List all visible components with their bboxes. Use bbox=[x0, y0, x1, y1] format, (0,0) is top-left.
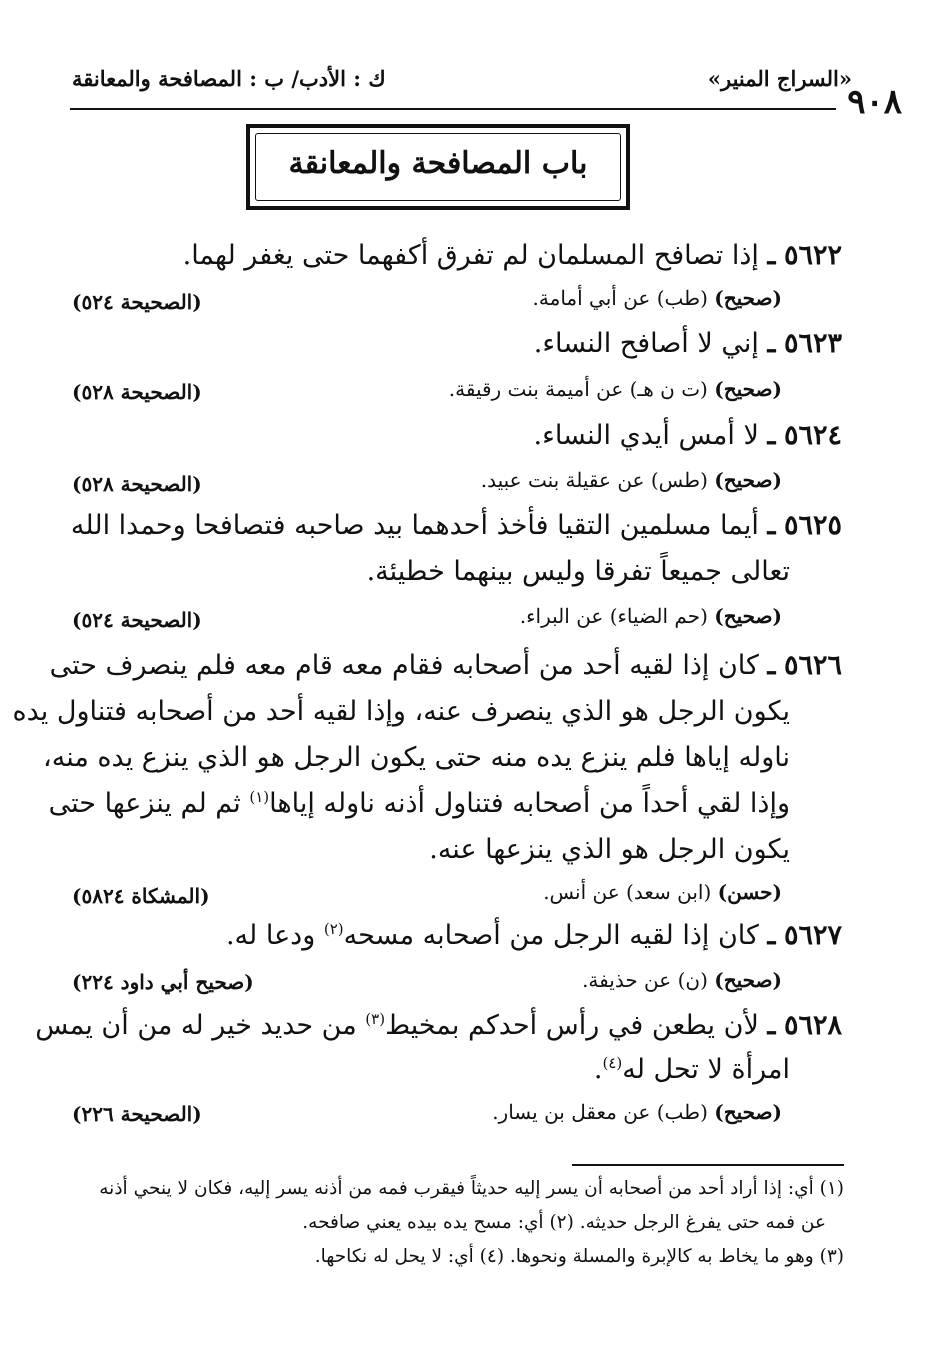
chapter-title-box bbox=[246, 124, 630, 210]
footnote-mark: (١) bbox=[249, 788, 270, 806]
page-number: ٩٠٨ bbox=[847, 82, 902, 122]
hadith-text: أيما مسلمين التقيا فأخذ أحدهما بيد صاحبه فتصافحا وحمدا الله bbox=[70, 510, 759, 541]
footnote-line: عن فمه حتى يفرغ الرجل حديثه. (٢) أي: مسح يده بيده يعني صافحه. bbox=[302, 1212, 826, 1233]
hadith-5622: ٥٦٢٢ ـ إذا تصافح المسلمان لم تفرق أكفهما حتى يغفر لهما. bbox=[182, 240, 842, 271]
source: (ت ن هـ) عن أميمة بنت رقيقة. bbox=[448, 377, 708, 401]
hadith-5624: ٥٦٢٤ ـ لا أمس أيدي النساء. bbox=[533, 420, 842, 451]
hadith-grade-line bbox=[533, 286, 782, 310]
hadith-text: إذا تصافح المسلمان لم تفرق أكفهما حتى يغفر لهما. bbox=[182, 240, 759, 271]
reference: (الصحيحة ٥٢٤) bbox=[72, 608, 202, 632]
hadith-5623: ٥٦٢٣ ـ إني لا أصافح النساء. bbox=[533, 328, 842, 359]
hadith-text-line: امرأة لا تحل له$^{(٤)}$. bbox=[593, 1054, 790, 1085]
reference: (الصحيحة ٢٢٦) bbox=[72, 1102, 202, 1126]
hadith-number: ٥٦٢٥ bbox=[783, 510, 842, 541]
hadith-number: ٥٦٢٦ bbox=[783, 650, 842, 681]
hadith-text: من حديد خير له من أن يمس bbox=[35, 1010, 357, 1041]
hadith-number: ٥٦٢٧ bbox=[783, 920, 842, 951]
hadith-grade-line bbox=[481, 468, 782, 492]
hadith-5625: ٥٦٢٥ ـ أيما مسلمين التقيا فأخذ أحدهما بيد صاحبه فتصافحا وحمدا الله bbox=[70, 510, 842, 541]
grade: (صحيح) bbox=[714, 604, 782, 628]
chapter-title: باب المصافحة والمعانقة bbox=[288, 146, 588, 181]
reference: (المشكاة ٥٨٢٤) bbox=[72, 884, 210, 908]
hadith-text-line: تعالى جميعاً تفرقا وليس بينهما خطيئة. bbox=[366, 556, 790, 587]
hadith-text-line: يكون الرجل هو الذي ينصرف عنه، وإذا لقيه أحد من أصحابه فتناول يده bbox=[12, 696, 790, 727]
source: (طس) عن عقيلة بنت عبيد. bbox=[480, 468, 708, 492]
source: (ابن سعد) عن أنس. bbox=[543, 880, 712, 904]
grade: (حسن) bbox=[717, 880, 782, 904]
footnote-line: (١) أي: إذا أراد أحد من أصحابه أن يسر إليه حديثاً فيقرب فمه من أذنه يسر إليه، فكان لا ينحي أذنه bbox=[99, 1178, 844, 1199]
source: (طب) عن أبي أمامة. bbox=[532, 286, 708, 310]
hadith-grade-line bbox=[492, 1100, 782, 1124]
source: (طب) عن معقل بن يسار. bbox=[492, 1100, 708, 1124]
hadith-number: ٥٦٢٣ bbox=[783, 328, 842, 359]
source: (حم الضياء) عن البراء. bbox=[519, 604, 708, 628]
source: (ن) عن حذيفة. bbox=[582, 968, 708, 992]
hadith-grade-line bbox=[449, 377, 782, 401]
reference: (الصحيحة ٥٢٤) bbox=[72, 290, 202, 314]
hadith-text: امرأة لا تحل له bbox=[622, 1054, 790, 1085]
grade: (صحيح) bbox=[714, 968, 782, 992]
footnote-line: (٣) وهو ما يخاط به كالإبرة والمسلة ونحوها. (٤) أي: لا يحل له نكاحها. bbox=[314, 1246, 844, 1267]
header-divider bbox=[70, 108, 836, 110]
hadith-grade-line bbox=[543, 880, 782, 904]
hadith-text: لأن يطعن في رأس أحدكم بمخيط bbox=[385, 1010, 759, 1041]
footnote-divider bbox=[572, 1164, 844, 1166]
hadith-5626: ٥٦٢٦ ـ كان إذا لقيه أحد من أصحابه فقام معه قام معه فلم ينصرف حتى bbox=[49, 650, 842, 681]
reference: (صحيح أبي داود ٢٢٤) bbox=[72, 970, 254, 994]
footnote-mark: (٣) bbox=[365, 1010, 386, 1028]
grade: (صحيح) bbox=[714, 1100, 782, 1124]
chapter-reference: ك : الأدب/ ب : المصافحة والمعانقة bbox=[72, 66, 386, 91]
book-title: «السراج المنير» bbox=[707, 66, 852, 91]
hadith-text: لا أمس أيدي النساء. bbox=[533, 420, 759, 451]
hadith-grade-line bbox=[582, 968, 782, 992]
hadith-text-line: ناوله إياها فلم ينزع يده منه حتى يكون الرجل هو الذي ينزع يده منه، bbox=[43, 742, 790, 773]
hadith-text: كان إذا لقيه أحد من أصحابه فقام معه قام معه فلم ينصرف حتى bbox=[49, 650, 759, 681]
hadith-number: ٥٦٢٤ bbox=[783, 420, 842, 451]
hadith-text: وإذا لقي أحداً من أصحابه فتناول أذنه ناوله إياها bbox=[269, 788, 790, 819]
hadith-text-line: يكون الرجل هو الذي ينزعها عنه. bbox=[429, 834, 790, 865]
reference: (الصحيحة ٥٢٨) bbox=[72, 472, 202, 496]
grade: (صحيح) bbox=[714, 286, 782, 310]
hadith-text: إني لا أصافح النساء. bbox=[533, 328, 759, 359]
hadith-text-line bbox=[49, 788, 790, 819]
grade: (صحيح) bbox=[714, 377, 782, 401]
footnote-mark: (٢) bbox=[323, 920, 344, 938]
footnote-mark: (٤) bbox=[602, 1054, 623, 1072]
hadith-text: كان إذا لقيه الرجل من أصحابه مسحه bbox=[343, 920, 759, 951]
hadith-grade-line bbox=[520, 604, 782, 628]
hadith-text: ثم لم ينزعها حتى bbox=[48, 788, 241, 819]
hadith-number: ٥٦٢٨ bbox=[783, 1010, 842, 1041]
hadith-text: ودعا له. bbox=[225, 920, 316, 951]
hadith-5628: ٥٦٢٨ ـ لأن يطعن في رأس أحدكم بمخيط$^{(٣)}$ من حديد خير له من أن يمس bbox=[35, 1010, 842, 1041]
grade: (صحيح) bbox=[714, 468, 782, 492]
hadith-number: ٥٦٢٢ bbox=[783, 240, 842, 271]
hadith-5627: ٥٦٢٧ ـ كان إذا لقيه الرجل من أصحابه مسحه$^{(٢)}$ ودعا له. bbox=[225, 920, 842, 951]
reference: (الصحيحة ٥٢٨) bbox=[72, 380, 202, 404]
